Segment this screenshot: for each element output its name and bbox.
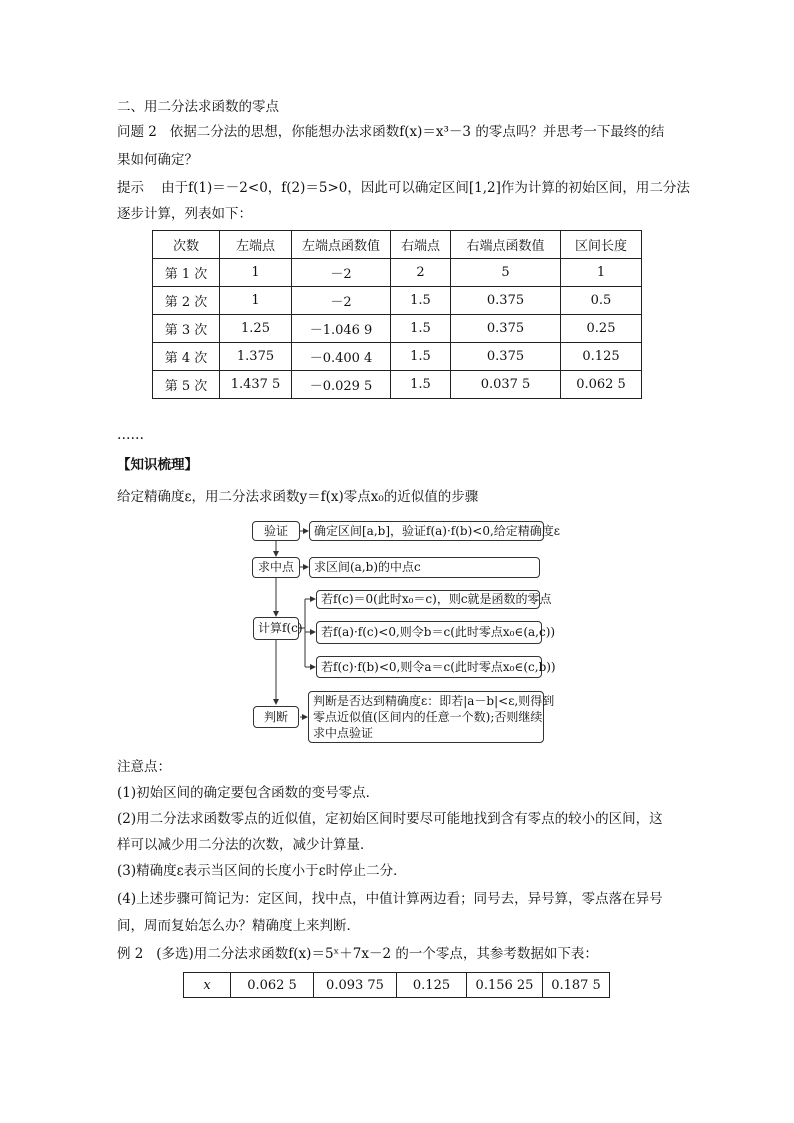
problem-text-1: 依据二分法的思想，你能想办法求函数f(x)＝x³－3 的零点吗？并思考一下最终的结 (169, 124, 665, 140)
table-row (184, 973, 610, 998)
judge-desc-line-1: 判断是否达到精确度ε：即若|a－b|<ε,则得到 (313, 694, 555, 708)
knowledge-title: 【知识梳理】 (117, 457, 198, 473)
note-4-line-1: (4)上述步骤可简记为：定区间，找中点，中值计算两边看；同号去，异号算，零点落在异号 (117, 891, 663, 907)
table-cell: 5 (451, 259, 561, 287)
table-cell: 0.187 5 (543, 973, 610, 998)
table-header: 右端点 (391, 231, 451, 259)
flow-step-judge: 判断 (253, 706, 299, 728)
table-header: 次数 (153, 231, 220, 259)
table-cell: 1.5 (391, 343, 451, 371)
table-cell: －2 (292, 287, 391, 315)
hint-label: 提示 (117, 180, 144, 196)
table-cell: 0.5 (561, 287, 642, 315)
table-cell: －0.029 5 (292, 371, 391, 399)
table-cell: 1.5 (391, 315, 451, 343)
table-cell: 1.5 (391, 287, 451, 315)
table-cell: 1.437 5 (220, 371, 292, 399)
flow-case-right: 若f(c)·f(b)<0,则令a＝c(此时零点x₀∈(c,b)) (316, 656, 542, 678)
table-cell: －0.400 4 (292, 343, 391, 371)
problem-text-2: 果如何确定？ (117, 152, 198, 168)
table-cell: －2 (292, 259, 391, 287)
table-cell: 1.375 (220, 343, 292, 371)
table-cell: 第 1 次 (153, 259, 220, 287)
note-4-line-2: 间，周而复始怎么办？精确度上来判断． (117, 918, 360, 934)
flow-step-judge-desc (308, 691, 555, 743)
table-cell: 1 (220, 259, 292, 287)
table-cell: 0.375 (451, 315, 561, 343)
flow-case-left: 若f(a)·f(c)<0,则令b＝c(此时零点x₀∈(a,c)) (316, 621, 542, 644)
hint-text-2: 逐步计算，列表如下： (117, 206, 252, 222)
example-label: 例 2 (117, 946, 144, 962)
table-header: 左端点函数值 (292, 231, 391, 259)
flow-step-midpoint-desc: 求区间(a,b)的中点c (309, 557, 540, 578)
note-2-line-2: 样可以减少用二分法的次数，减少计算量． (117, 837, 374, 853)
table-header: 左端点 (220, 231, 292, 259)
steps-intro: 给定精确度ε，用二分法求函数y＝f(x)零点x₀的近似值的步骤 (117, 489, 479, 505)
table-cell: 第 2 次 (153, 287, 220, 315)
judge-desc-line-2: 零点近似值(区间内的任意一个数);否则继续 (313, 710, 543, 724)
table-cell: 0.093 75 (314, 973, 397, 998)
table-header: 区间长度 (561, 231, 642, 259)
table-cell: －1.046 9 (292, 315, 391, 343)
ellipsis: …… (117, 427, 144, 443)
flow-case-zero: 若f(c)＝0(此时x₀＝c)，则c就是函数的零点 (316, 590, 540, 609)
flow-step-verify-desc: 确定区间[a,b]，验证f(a)·f(b)<0,给定精确度ε (309, 521, 544, 541)
section-title: 二、用二分法求函数的零点 (117, 99, 279, 115)
table-cell: 0.062 5 (231, 973, 314, 998)
example-line (117, 944, 598, 964)
note-3: (3)精确度ε表示当区间的长度小于ε时停止二分． (117, 863, 407, 879)
notes-title: 注意点： (117, 759, 171, 775)
table-cell: 1 (561, 259, 642, 287)
note-1: (1)初始区间的确定要包含函数的变号零点． (117, 785, 380, 801)
table-cell: 第 3 次 (153, 315, 220, 343)
judge-desc-line-3: 求中点验证 (313, 726, 374, 740)
table-cell: 0.375 (451, 343, 561, 371)
table-header: 右端点函数值 (451, 231, 561, 259)
table-cell: 0.375 (451, 287, 561, 315)
flow-step-verify: 验证 (252, 521, 300, 541)
table-cell: 0.125 (397, 973, 467, 998)
problem-label: 问题 2 (117, 124, 157, 140)
table-cell: 1.5 (391, 371, 451, 399)
table-cell: 1 (220, 287, 292, 315)
table-cell: x (184, 973, 231, 998)
example-text: (多选)用二分法求函数f(x)＝5ˣ＋7x－2 的一个零点，其参考数据如下表： (156, 946, 598, 962)
hint-text-1: 由于f(1)＝－2<0，f(2)＝5>0，因此可以确定区间[1,2]作为计算的初始区间，用二分法 (161, 180, 690, 196)
table-cell: 0.156 25 (467, 973, 543, 998)
table-cell: 第 4 次 (153, 343, 220, 371)
table-cell: 第 5 次 (153, 371, 220, 399)
table-cell: 0.25 (561, 315, 642, 343)
table-cell: 0.037 5 (451, 371, 561, 399)
note-2-line-1: (2)用二分法求函数零点的近似值，定初始区间时要尽可能地找到含有零点的较小的区间，这 (117, 811, 663, 827)
table-cell: 2 (391, 259, 451, 287)
reference-data-table (183, 972, 610, 998)
flow-step-compute: 计算f(c) (253, 617, 299, 640)
table-cell: 0.125 (561, 343, 642, 371)
flow-step-midpoint: 求中点 (252, 557, 300, 578)
table-cell: 0.062 5 (561, 371, 642, 399)
table-cell: 1.25 (220, 315, 292, 343)
